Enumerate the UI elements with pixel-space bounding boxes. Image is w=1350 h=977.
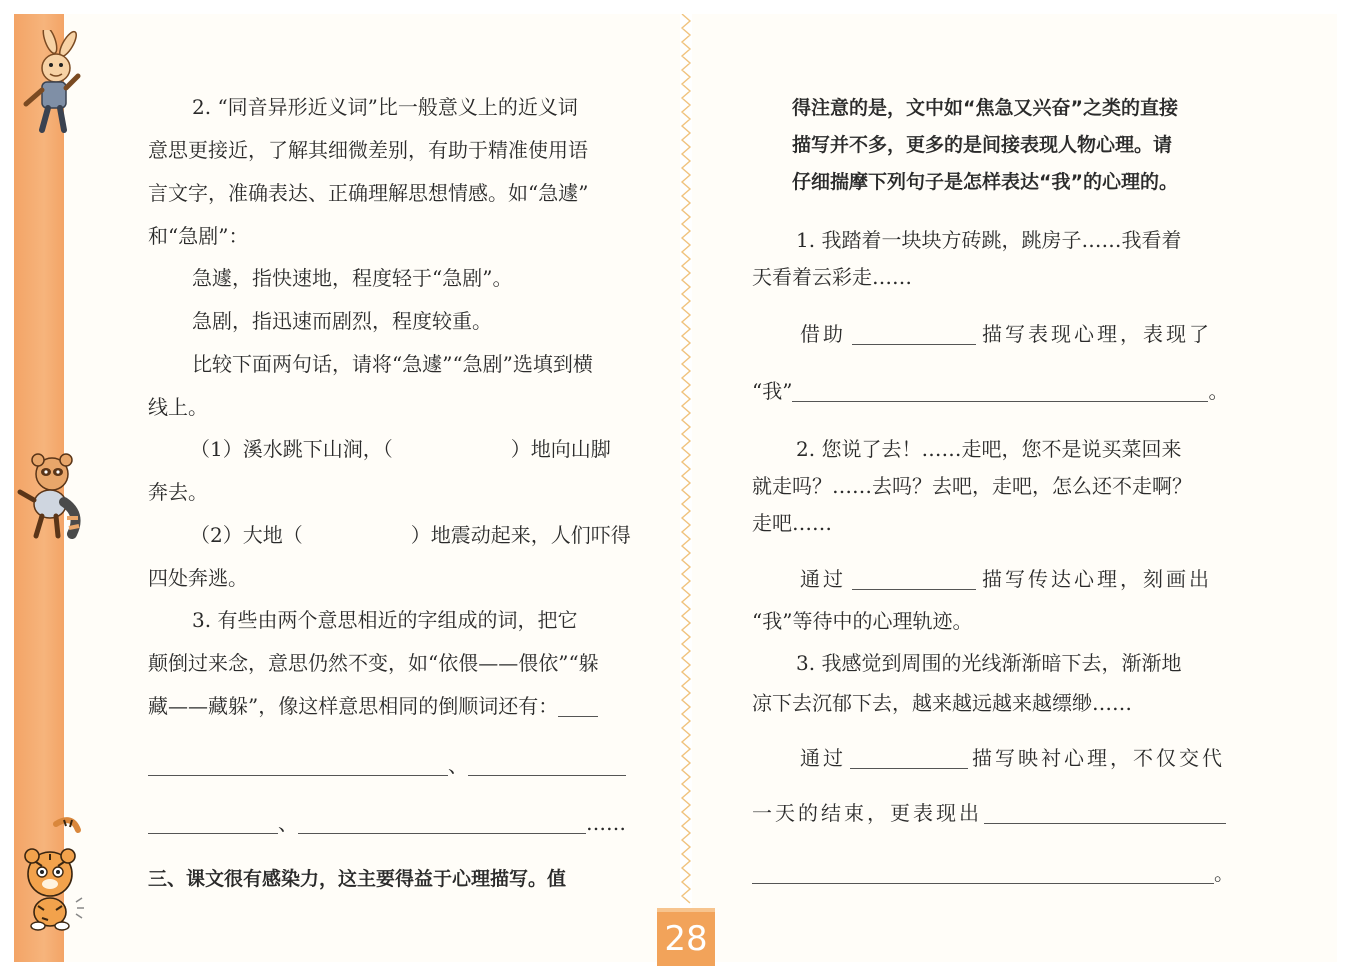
question-1-end: ）地向山脚	[510, 437, 611, 461]
answer-3-row	[800, 745, 1225, 771]
question-2	[190, 522, 631, 548]
question-1	[190, 436, 611, 462]
item3-line2: 颠倒过来念，意思仍然不变，如“依偎——偎依”“躲	[148, 651, 599, 675]
section-3-intro-line1: 得注意的是，文中如“焦急又兴奋”之类的直接	[792, 97, 1178, 119]
sentence-1-line1: 1. 我踏着一块块方砖跳，跳房子……我看着	[796, 228, 1182, 252]
sentence-2-line3: 走吧……	[752, 511, 832, 535]
answer-3-line2-text: 一天的结束，更表现出	[752, 801, 982, 825]
item2-line4: 和“急剧”：	[148, 224, 249, 248]
answer-2-suffix: 描写传达心理，刻画出	[982, 567, 1212, 591]
sentence-2-line1: 2. 您说了去！……走吧，您不是说买菜回来	[796, 437, 1182, 461]
tiger-cartoon-icon	[12, 814, 88, 934]
answer-line-4[interactable]	[148, 815, 278, 834]
question-2-end: ）地震动起来，人们吓得	[410, 523, 631, 547]
sentence-3-line2: 凉下去沉郁下去，越来越远越来越缥缈……	[752, 691, 1132, 715]
answer-3-blank-3[interactable]	[752, 865, 1214, 884]
page-gutter-zigzag	[678, 14, 694, 904]
answer-1-row	[800, 321, 1212, 347]
answer-1-quote: “我”	[752, 379, 793, 403]
answer-3-row3	[752, 860, 1234, 886]
answer-row-2	[148, 752, 626, 778]
question-1-cont: 奔去。	[148, 480, 208, 504]
item2-line3: 言文字，准确表达、正确理解思想情感。如“急遽”	[148, 181, 589, 205]
answer-line-5[interactable]	[298, 815, 586, 834]
answer-1-end: 。	[1208, 379, 1229, 403]
answer-2-row	[800, 566, 1212, 592]
definition-jiju-fast: 急遽，指快速地，程度轻于“急剧”。	[192, 266, 513, 290]
sentence-2-line2: 就走吗？……去吗？去吧，走吧，怎么还不走啊？	[752, 474, 1192, 498]
sentence-3-line1: 3. 我感觉到周围的光线渐渐暗下去，渐渐地	[796, 651, 1182, 675]
separator-1: 、	[448, 753, 468, 777]
separator-2: 、	[278, 811, 298, 835]
answer-line-2[interactable]	[148, 757, 448, 776]
answer-2-row2: “我”等待中的心理轨迹。	[752, 609, 973, 633]
answer-3-suffix: 描写映衬心理，不仅交代	[972, 746, 1225, 770]
item2-line1: 2. “同音异形近义词”比一般意义上的近义词	[192, 95, 578, 119]
raccoon-cartoon-icon	[12, 448, 86, 544]
instruction-line1: 比较下面两句话，请将“急遽”“急剧”选填到横	[192, 352, 593, 376]
section-3-intro-line3: 仔细揣摩下列句子是怎样表达“我”的心理的。	[792, 171, 1178, 193]
question-2-cont: 四处奔逃。	[148, 566, 248, 590]
question-1-start: （1）溪水跳下山涧，（	[190, 437, 393, 461]
section-3-heading: 三、课文很有感染力，这主要得益于心理描写。值	[148, 868, 567, 890]
answer-line-3[interactable]	[468, 757, 626, 776]
item3-line1: 3. 有些由两个意思相近的字组成的词，把它	[192, 608, 578, 632]
answer-3-prefix: 通过	[800, 746, 846, 770]
answer-1-prefix: 借助	[800, 322, 846, 346]
answer-2-prefix: 通过	[800, 567, 846, 591]
item3-line3	[148, 693, 598, 719]
answer-3-row2	[752, 800, 1226, 826]
answer-line-1[interactable]	[558, 698, 598, 717]
answer-1-blank-2[interactable]	[792, 383, 1208, 402]
answer-row-3	[148, 810, 626, 836]
answer-1-suffix: 描写表现心理，表现了	[982, 322, 1212, 346]
answer-1-row2	[752, 378, 1228, 404]
question-2-start: （2）大地（	[190, 523, 303, 547]
definition-jiju-sharp: 急剧，指迅速而剧烈，程度较重。	[192, 309, 492, 333]
answer-2-blank[interactable]	[852, 571, 976, 590]
instruction-line2: 线上。	[148, 395, 208, 419]
item3-line3-text: 藏——藏躲”，像这样意思相同的倒顺词还有：	[148, 694, 559, 718]
answer-3-blank[interactable]	[850, 750, 968, 769]
item2-line2: 意思更接近，了解其细微差别，有助于精准使用语	[148, 138, 588, 162]
sentence-1-line2: 天看着云彩走……	[752, 265, 912, 289]
section-3-intro-line2: 描写并不多，更多的是间接表现人物心理。请	[792, 134, 1173, 156]
answer-1-blank[interactable]	[852, 326, 976, 345]
answer-3-blank-2[interactable]	[984, 805, 1226, 824]
page-number: 28	[657, 908, 715, 966]
answer-3-end: 。	[1214, 861, 1234, 885]
rabbit-cartoon-icon	[12, 30, 84, 138]
ellipsis: ……	[586, 811, 626, 835]
